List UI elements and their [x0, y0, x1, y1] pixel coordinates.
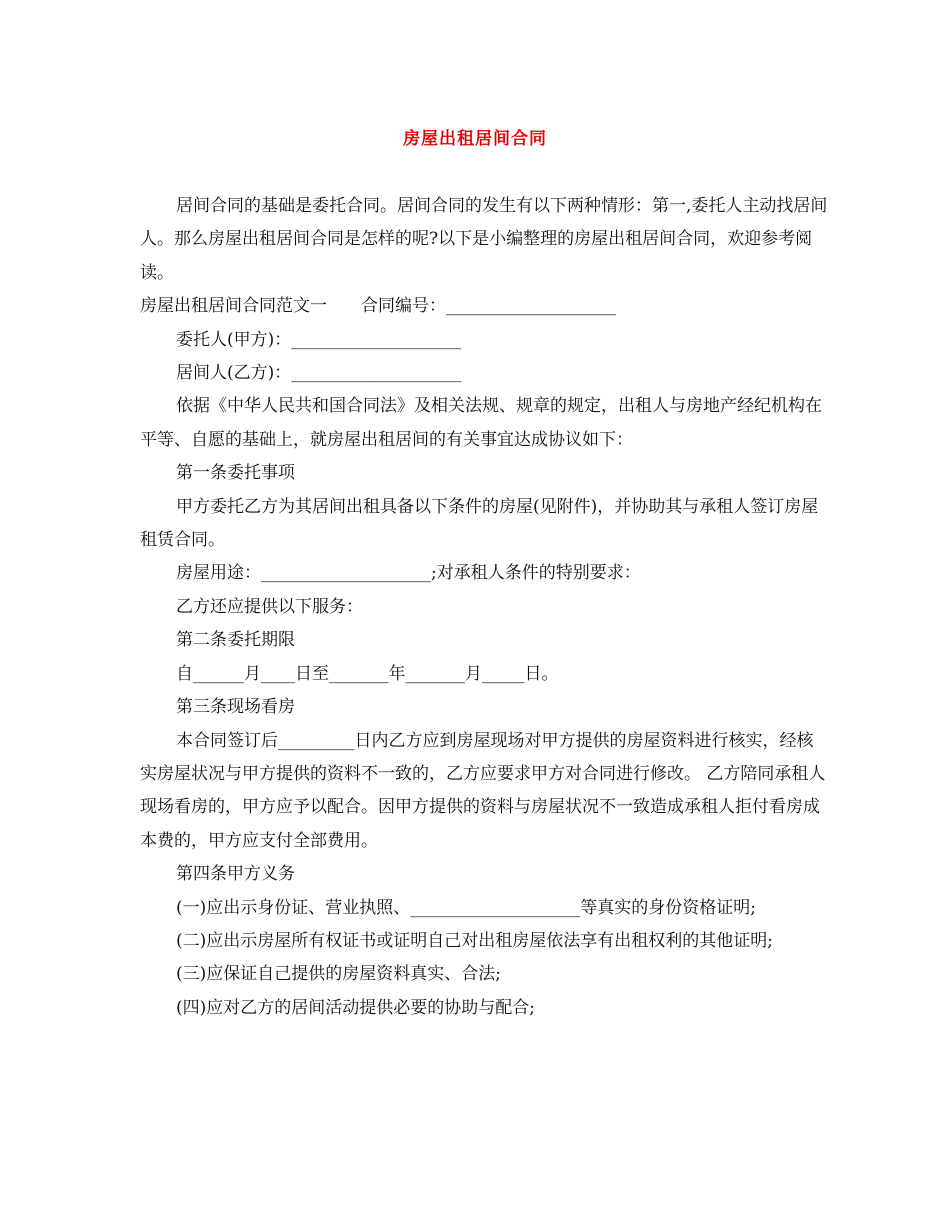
paragraph: 甲方委托乙方为其居间出租具备以下条件的房屋(见附件)，并协助其与承租人签订房屋租赁合同。	[140, 496, 819, 551]
paragraph: 依据《中华人民共和国合同法》及相关法规、规章的规定，出租人与房地产经纪机构在平等、自愿的基础上，就房屋出租居间的有关事宜达成协议如下：	[140, 396, 822, 450]
paragraph: 居间合同的基础是委托合同。居间合同的发生有以下两种情形：第一,委托人主动找居间人。那么房屋出租居间合同是怎样的呢?以下是小编整理的房屋出租居间合同，欢迎参考阅读。	[140, 196, 828, 283]
paragraph: (三)应保证自己提供的房屋资料真实、合法;	[176, 964, 501, 985]
paragraph: (四)应对乙方的居间活动提供必要的协助与配合;	[176, 997, 535, 1018]
paragraph: 委托人(甲方)：____________________	[176, 329, 462, 350]
paragraph: 第二条委托期限	[176, 630, 295, 651]
paragraph: 自______月____日至_______年_______月_____日。	[176, 663, 559, 684]
paragraph: (一)应出示身份证、营业执照、____________________等真实的身份资格证明;	[176, 897, 756, 918]
paragraph: 房屋用途：____________________;对承租人条件的特别要求：	[176, 563, 641, 584]
paragraph: 房屋出租居间合同范文一 合同编号：____________________	[140, 296, 616, 317]
paragraph: 第三条现场看房	[176, 697, 295, 718]
paragraph: 第四条甲方义务	[176, 864, 295, 885]
paragraph: 居间人(乙方)：____________________	[176, 363, 462, 384]
paragraph: 乙方还应提供以下服务：	[176, 596, 363, 617]
document-body	[140, 190, 830, 1025]
document-title: 房屋出租居间合同	[403, 129, 547, 149]
paragraph: (二)应出示房屋所有权证书或证明自己对出租房屋依法享有出租权利的其他证明;	[176, 930, 773, 951]
paragraph: 本合同签订后_________日内乙方应到房屋现场对甲方提供的房屋资料进行核实，经核实房屋状况与甲方提供的资料不一致的，乙方应要求甲方对合同进行修改。 乙方陪同承租人现场看房的，甲方应予以配合。因甲方提供的资料与房屋状况不一致造成承租人拒付看房成本费的，甲方应支付全部费用。	[140, 730, 826, 851]
paragraph: 第一条委托事项	[176, 463, 295, 484]
